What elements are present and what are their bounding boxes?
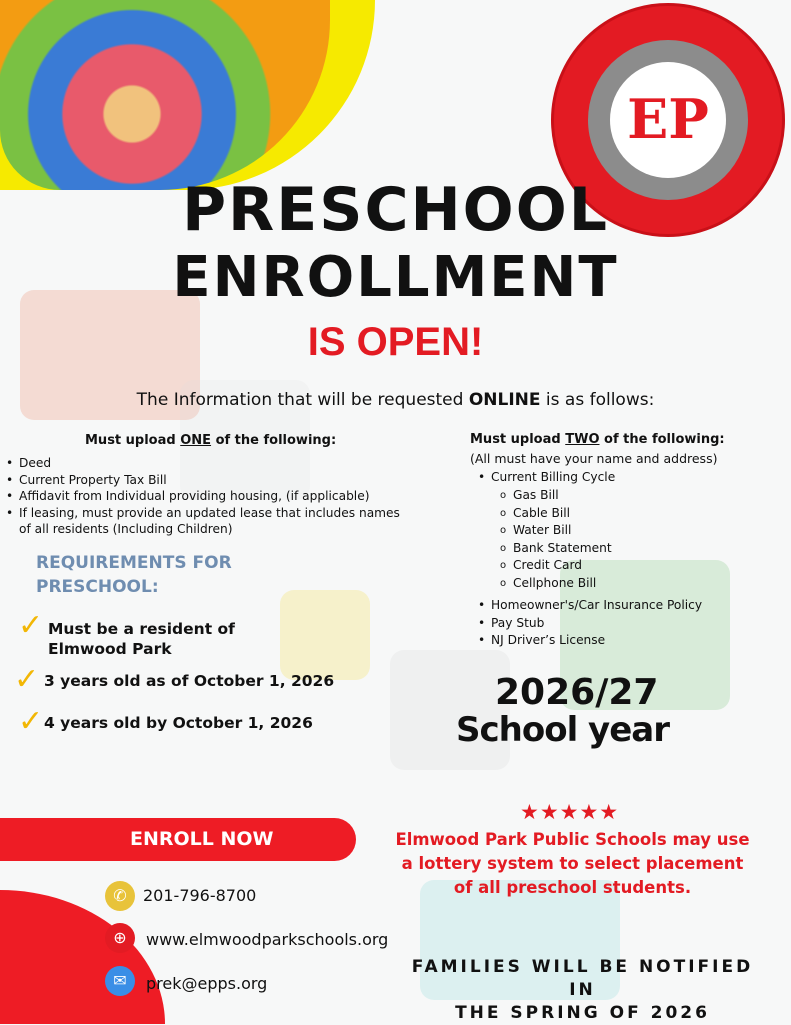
list-item: • Current Billing Cycle [478, 469, 768, 487]
right-list-note: (All must have your name and address) [470, 451, 718, 466]
heading-pre: Must upload [470, 432, 566, 447]
checkmark-icon: ✓ [14, 662, 40, 697]
website-link[interactable]: www.elmwoodparkschools.org [146, 930, 389, 949]
email-link[interactable]: prek@epps.org [146, 974, 268, 993]
logo-center [610, 62, 726, 178]
right-list-more [478, 597, 768, 650]
list-item: • Homeowner's/Car Insurance Policy [478, 597, 768, 615]
billing-sublist [500, 487, 700, 592]
red-decorative-shape [0, 890, 165, 1024]
list-item: o Bank Statement [500, 540, 700, 558]
checkmark-icon: ✓ [18, 608, 44, 643]
heading-post: of the following: [211, 433, 337, 448]
list-item: o Gas Bill [500, 487, 700, 505]
checkmark-icon: ✓ [18, 704, 44, 739]
heading-em: TWO [565, 432, 600, 447]
phone-number[interactable]: 201-796-8700 [143, 886, 257, 905]
school-year-label: School year [456, 710, 669, 750]
info-suffix: is as follows: [540, 390, 655, 410]
list-item: o Cable Bill [500, 505, 700, 523]
heading-pre: Must upload [85, 433, 181, 448]
list-item: o Cellphone Bill [500, 575, 700, 593]
requirement-item: Must be a resident of Elmwood Park [48, 620, 235, 658]
requirements-heading: REQUIREMENTS FOR PRESCHOOL: [36, 553, 232, 597]
info-bold: ONLINE [468, 390, 541, 410]
families-line: FAMILIES WILL BE NOTIFIED IN [411, 957, 754, 1000]
left-list [6, 455, 406, 538]
list-item: • Deed [6, 455, 406, 472]
list-item: • If leasing, must provide an updated lease that includes names of all residents (Including Children) [6, 505, 406, 538]
bg-block [280, 590, 370, 680]
logo-monogram: EP [627, 87, 709, 152]
heading-em: ONE [180, 433, 212, 448]
requirement-item: 3 years old as of October 1, 2026 [44, 672, 335, 690]
heading-post: of the following: [599, 432, 725, 447]
list-item: • Affidavit from Individual providing housing, (if applicable) [6, 488, 406, 505]
right-list [478, 469, 768, 487]
globe-icon: ⊕ [105, 923, 135, 953]
list-item: o Credit Card [500, 557, 700, 575]
title-is-open: IS OPEN! [307, 320, 484, 364]
list-item: o Water Bill [500, 522, 700, 540]
left-list-heading [85, 433, 336, 448]
families-notice [395, 956, 770, 1025]
list-item: • Current Property Tax Bill [6, 472, 406, 489]
right-list-heading [470, 432, 725, 447]
requirement-item: 4 years old by October 1, 2026 [44, 714, 313, 732]
list-item: • Pay Stub [478, 615, 768, 633]
title-preschool: PRESCHOOL [182, 175, 609, 245]
info-prefix: The Information that will be requested [136, 390, 469, 410]
title-enrollment: ENROLLMENT [172, 245, 619, 310]
lottery-notice: Elmwood Park Public Schools may use a lottery system to select placement of all preschool students. [395, 830, 750, 897]
families-line: THE SPRING OF 2026 [455, 1003, 710, 1023]
list-item: • NJ Driver’s License [478, 632, 768, 650]
mail-icon: ✉ [105, 966, 135, 996]
school-year-number: 2026/27 [495, 672, 659, 713]
enroll-now-button[interactable]: ENROLL NOW [0, 818, 356, 861]
stars-rating: ★★★★★ [520, 800, 620, 824]
info-line [0, 390, 791, 410]
phone-icon: ✆ [105, 881, 135, 911]
